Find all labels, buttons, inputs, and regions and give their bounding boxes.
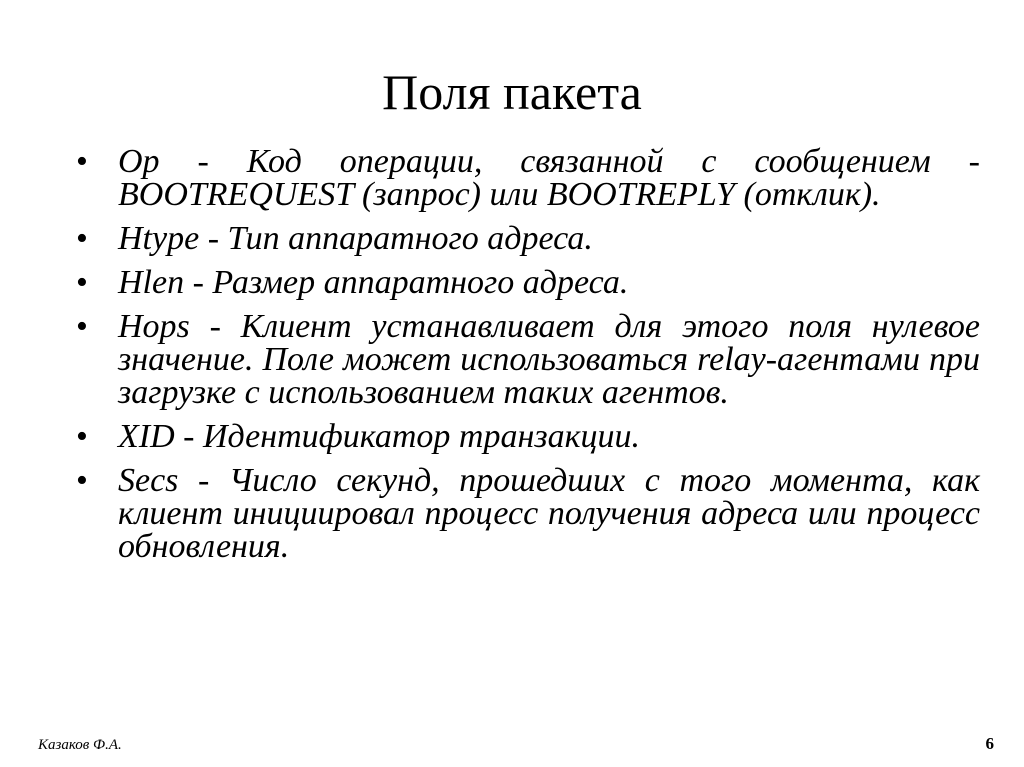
field-term: Hops [118, 308, 190, 345]
field-term: Htype [118, 220, 200, 257]
page-number: 6 [985, 734, 994, 753]
list-item-xid [74, 420, 980, 453]
list-item-htype [74, 222, 980, 255]
list-item-hlen [74, 266, 980, 299]
bullet-icon: • [76, 143, 88, 180]
field-description: - Тип аппаратного адреса. [199, 220, 593, 257]
bullet-icon: • [76, 264, 88, 301]
field-description: - Число секунд, прошедших с того момента, как клиент инициировал процесс получения адреса или процесс обновления. [118, 462, 980, 565]
field-term: XID [118, 418, 175, 455]
list-item-hops [74, 310, 980, 409]
field-term: Hlen [118, 264, 185, 301]
slide-title: Поля пакета [382, 64, 642, 120]
footer-author: Казаков Ф.А. [38, 737, 122, 753]
bullet-icon: • [76, 220, 88, 257]
field-description: - Размер аппаратного адреса. [184, 264, 629, 301]
field-term: Secs [118, 462, 179, 499]
bullet-list [74, 145, 980, 574]
bullet-icon: • [76, 308, 88, 345]
field-description: - Идентификатор транзакции. [174, 418, 640, 455]
field-description: - Клиент устанавливает для этого поля нулевое значение. Поле может использоваться relay-агентами при загрузке с использованием таких агентов. [118, 308, 980, 411]
field-description: - Код операции, связанной с сообщением - BOOTREQUEST (запрос) или BOOTREPLY (отклик). [118, 143, 980, 213]
field-term: Op [118, 143, 160, 180]
list-item-secs [74, 464, 980, 563]
list-item-op [74, 145, 980, 211]
bullet-icon: • [76, 418, 88, 455]
bullet-icon: • [76, 462, 88, 499]
